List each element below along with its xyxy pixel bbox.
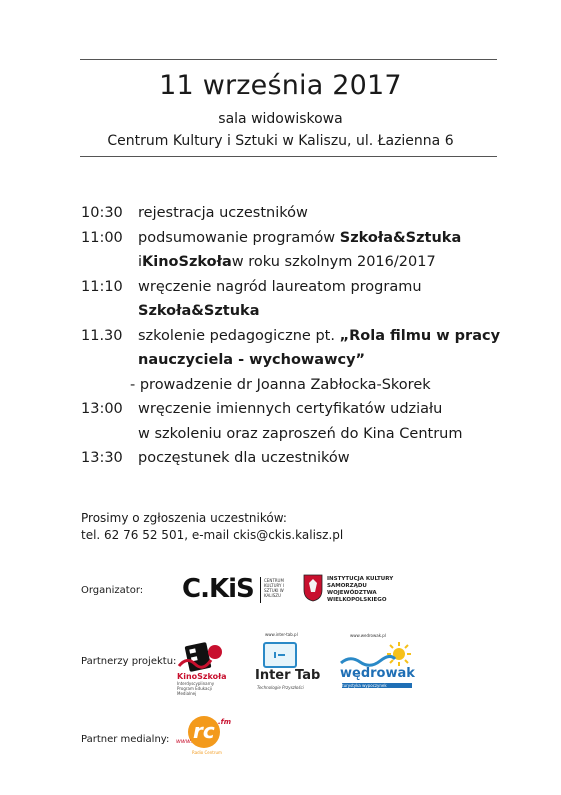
wedrowak-tagline: turystyka wypoczynek (342, 683, 412, 688)
kinoszkola-logo (173, 638, 231, 696)
wedrowak-url: www.wedrowak.pl (350, 633, 386, 638)
program-text: poczęstunek dla uczestników (138, 450, 350, 466)
program-highlight: Szkoła&Sztuka (138, 303, 260, 319)
kinoszkola-subtext: Interdyscyplinarny Program Edukacji Medialnej (177, 681, 215, 696)
radio-logo-text: rc (193, 719, 215, 743)
program-highlight: nauczyciela - wychowawcy” (138, 352, 366, 368)
program-time: 11.30 (81, 327, 123, 344)
program-item-cont (81, 352, 551, 377)
wielkopolska-logo (303, 572, 413, 606)
partners-label: Partnerzy projektu: (81, 656, 177, 667)
program-time: 10:30 (81, 205, 123, 221)
shield-icon (303, 574, 323, 602)
ckis-logo-text: C.KiS (182, 574, 254, 604)
organizer-label: Organizator: (81, 585, 144, 596)
program-item (81, 279, 551, 304)
wlkp-text-3: WIELKOPOLSKIEGO (327, 597, 387, 603)
film-strip-icon (177, 638, 227, 672)
tablet-icon (263, 642, 297, 668)
ckis-logo (182, 574, 292, 606)
contact-request: Prosimy o zgłoszenia uczestników: (81, 511, 287, 525)
program-highlight: KinoSzkoła (142, 254, 232, 270)
program-time: 13:30 (81, 450, 123, 466)
wlkp-text-2: SAMORZĄDU WOJEWÓDZTWA (327, 583, 377, 596)
program-highlight: Szkoła&Sztuka (339, 229, 462, 246)
radio-fm: .fm (218, 718, 231, 726)
intertab-name: Inter Tab (255, 668, 321, 683)
program-item (81, 230, 551, 255)
program-item (81, 401, 551, 426)
program-item-cont (81, 426, 551, 451)
program-text: w roku szkolnym 2016/2017 (231, 254, 436, 270)
wlkp-text-1: INSTYTUCJA KULTURY (327, 576, 394, 582)
program-text: rejestracja uczestników (138, 205, 308, 221)
radio-name: Radio Centrum (192, 750, 222, 755)
radio-centrum-logo (176, 712, 230, 758)
program-text: podsumowanie programów (138, 229, 340, 246)
ckis-small-text: CENTRUM KULTURY I SZTUKI W KALISZU (264, 578, 284, 598)
program-highlight: „Rola filmu w pracy (339, 327, 501, 344)
program-item (81, 450, 551, 475)
wedrowak-name: wędrowak (340, 666, 415, 681)
contact-info (81, 510, 343, 544)
program-item-cont (81, 303, 551, 328)
event-date: 11 września 2017 (159, 70, 402, 101)
program-time: 11:00 (81, 229, 123, 246)
kinoszkola-text: KinoSzkoła (177, 672, 227, 681)
program-text: wręczenie nagród laureatom programu (138, 278, 422, 295)
program-item-cont (81, 254, 551, 279)
program-text: i (138, 254, 143, 270)
venue-address: Centrum Kultury i Sztuki w Kaliszu, ul. Łazienna 6 (107, 133, 454, 149)
program-text: w szkoleniu oraz zaproszeń do Kina Centrum (138, 425, 463, 442)
program-item (81, 205, 551, 230)
contact-details: tel. 62 76 52 501, e-mail ckis@ckis.kalisz.pl (81, 528, 344, 542)
program-item-cont (81, 377, 551, 402)
top-rule (80, 59, 497, 60)
venue-hall: sala widowiskowa (218, 111, 343, 127)
program-time: 13:00 (81, 401, 123, 417)
wedrowak-logo (338, 633, 414, 693)
bottom-rule (80, 156, 497, 157)
radio-www: www. (176, 738, 193, 745)
program-item (81, 328, 551, 353)
program-time: 11:10 (81, 278, 123, 295)
program-speaker: - prowadzenie dr Joanna Zabłocka-Skorek (130, 376, 431, 393)
intertab-url: www.inter-tab.pl (265, 632, 298, 637)
program-text: szkolenie pedagogiczne pt. (138, 327, 340, 344)
intertab-tagline: Technologie Przyszłości (257, 685, 304, 690)
program-text: wręczenie imiennych certyfikatów udziału (138, 401, 443, 417)
program-list (81, 205, 551, 475)
ckis-divider (260, 577, 261, 603)
media-partner-label: Partner medialny: (81, 734, 170, 745)
intertab-logo (255, 632, 321, 694)
